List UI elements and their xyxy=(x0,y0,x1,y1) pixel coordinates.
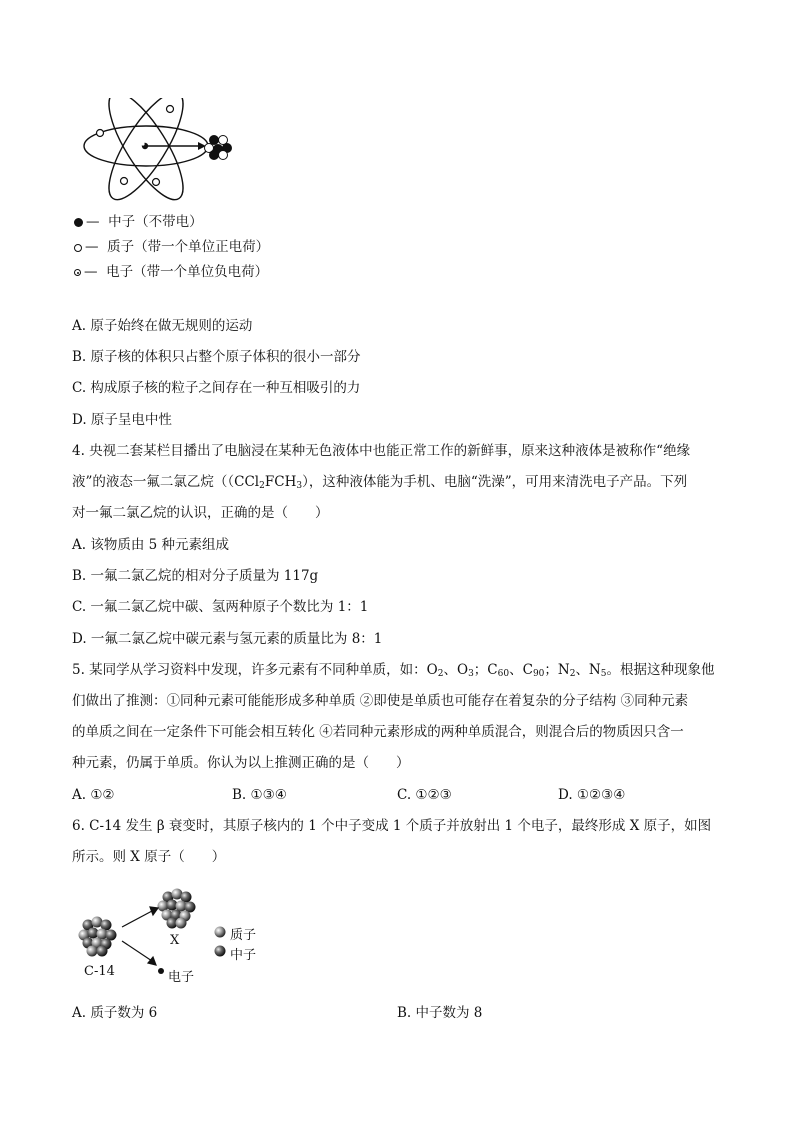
legend-neutron: — 中子（不带电） xyxy=(74,212,203,232)
proton-legend-ball xyxy=(215,927,226,938)
q5-stem-line2: 们做出了推测：①同种元素可能能形成多种单质 ②即使是单质也可能存在着复杂的分子结构 ③同种元素 xyxy=(72,693,689,709)
magnify-arrow xyxy=(148,142,206,150)
legend-electron-text: 电子（带一个单位负电荷） xyxy=(106,264,269,280)
q4-stem-line1: 4. 央视二套某栏目播出了电脑浸在某种无色液体中也能正常工作的新鲜事，原来这种液体是被称作“绝缘 xyxy=(72,443,691,459)
q3-option-c: C. 构成原子核的粒子之间存在一种互相吸引的力 xyxy=(72,380,361,396)
q6-stem-line1: 6. C-14 发生 β 衰变时，其原子核内的 1 个中子变成 1 个质子并放射出 1 个电子，最终形成 X 原子，如图 xyxy=(72,818,712,834)
nucleus-enlarged xyxy=(205,136,232,160)
q3-option-d: D. 原子呈电中性 xyxy=(72,412,172,428)
q4-stem-line3: 对一氟二氯乙烷的认识，正确的是（ ） xyxy=(72,505,329,521)
q5-option-d: D. ①②③④ xyxy=(558,787,626,803)
q5-stem-line3: 的单质之间在一定条件下可能会相互转化 ④若同种元素形成的两种单质混合，则混合后的物质因只含一 xyxy=(72,724,684,740)
q6-option-b: B. 中子数为 8 xyxy=(397,1005,483,1021)
legend-proton: — 质子（带一个单位正电荷） xyxy=(74,237,269,257)
electron-dot xyxy=(158,968,164,974)
electron-label: 电子 xyxy=(168,970,195,985)
legend-neutron-text: 中子（不带电） xyxy=(108,214,203,230)
q6-option-a: A. 质子数为 6 xyxy=(72,1005,158,1021)
x-nucleus xyxy=(158,889,196,929)
q5-option-b: B. ①③④ xyxy=(232,787,287,803)
q4-option-d: D. 一氟二氯乙烷中碳元素与氢元素的质量比为 8：1 xyxy=(72,631,383,647)
q5-option-a: A. ①② xyxy=(72,787,115,803)
q4-option-c: C. 一氟二氯乙烷中碳、氢两种原子个数比为 1：1 xyxy=(72,599,369,615)
dotted-circle-icon xyxy=(74,269,81,276)
open-circle-icon xyxy=(74,244,82,252)
x-label: X xyxy=(170,933,180,948)
q3-option-b: B. 原子核的体积只占整个原子体积的很小一部分 xyxy=(72,349,361,365)
electron-orbits xyxy=(84,98,208,208)
nucleus-small xyxy=(141,142,148,149)
q4-option-b: B. 一氟二氯乙烷的相对分子质量为 117g xyxy=(72,568,319,584)
q4-stem-line2: 液”的液态一氟二氯乙烷（$(CCl_2FCH_3)$，这种液体能为手机、电脑“洗澡”，可用来清洗电子产品。下列 xyxy=(72,474,688,491)
c14-nucleus xyxy=(79,917,117,957)
q5-stem-line1: 5. 某同学从学习资料中发现，许多元素有不同种单质，如：$O_2$、$O_3$；$C_{60}$、$C_{90}$；$N_2$、$N_5$。根据这种现象他 xyxy=(72,662,715,679)
q5-stem-line4: 种元素，仍属于单质。你认为以上推测正确的是（ ） xyxy=(72,755,410,771)
q4-option-a: A. 该物质由 5 种元素组成 xyxy=(72,537,230,553)
legend-proton-text: 质子（带一个单位正电荷） xyxy=(107,239,270,255)
proton-legend-label: 质子 xyxy=(230,928,257,943)
decay-arrows xyxy=(122,907,158,965)
filled-circle-icon xyxy=(74,218,83,227)
atom-model-diagram xyxy=(80,98,240,208)
neutron-legend-ball xyxy=(215,946,226,957)
q3-option-a: A. 原子始终在做无规则的运动 xyxy=(72,318,253,334)
neutron-legend-label: 中子 xyxy=(230,948,257,963)
legend-electron: — 电子（带一个单位负电荷） xyxy=(74,262,268,282)
c14-label: C-14 xyxy=(84,964,115,979)
q6-stem-line2: 所示。则 X 原子（ ） xyxy=(72,849,226,865)
q5-option-c: C. ①②③ xyxy=(397,787,452,803)
